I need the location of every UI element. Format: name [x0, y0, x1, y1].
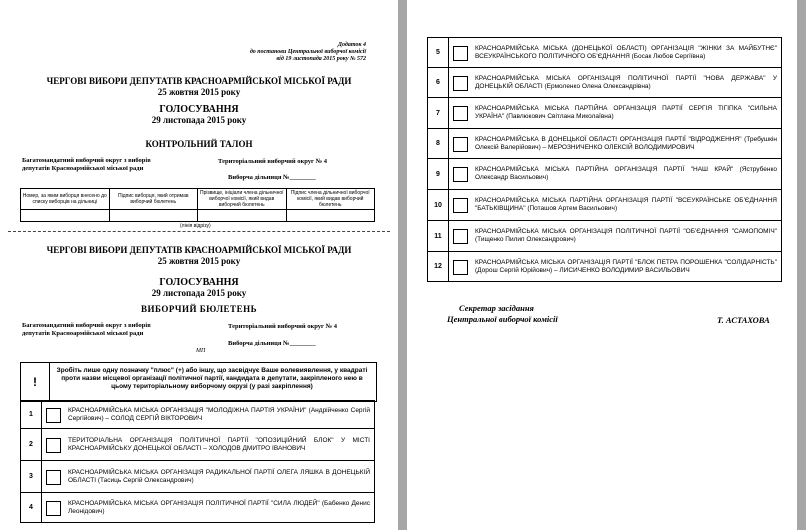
secretary-title: [447, 303, 558, 325]
instruction-text: Зробіть лише одну позначку "плюс" (+) або іншу, що засвідчує Ваше волевиявлення, у квадраті проти назви місцевої організації політичної партії, кандидата в депутати, закріпленого нею в цьому територіальному виборчому окрузі (у разі закріплення): [56, 367, 368, 390]
stub-col-header: Номер, за яким виборця внесено до списку виборців на дільниці: [21, 189, 110, 210]
stamp-placeholder: МП: [196, 348, 206, 354]
district-label: [22, 157, 151, 173]
election-title: ЧЕРГОВІ ВИБОРИ ДЕПУТАТІВ КРАСНОАРМІЙСЬКОЇ МІСЬКОЇ РАДИ: [46, 245, 352, 255]
ballot-election-header: [0, 245, 398, 267]
candidate-text: КРАСНОАРМІЙСЬКА МІСЬКА ПАРТІЙНА ОРГАНІЗАЦІЯ ПАРТІЇ СЕРГІЯ ТІГІПКА "СИЛЬНА УКРАЇНА" (Павлюкович Світлана Миколаївна): [475, 105, 777, 120]
addendum-line: Додаток 4: [337, 42, 366, 48]
control-title: КОНТРОЛЬНИЙ ТАЛОН: [145, 139, 253, 149]
vote-checkbox[interactable]: [453, 198, 468, 213]
territorial-district: Територіальний виборчий округ № 4: [218, 158, 328, 165]
district-line: Багатомандатний виборчий округ з виборів: [22, 322, 151, 329]
district-line: депутатів Красноармійської міської ради: [22, 165, 144, 172]
voting-date: 29 листопада 2015 року: [151, 288, 247, 298]
ballot-page-left: [0, 0, 398, 530]
candidate-row: [428, 190, 782, 221]
candidate-number: 1: [21, 401, 42, 429]
exclamation-icon: !: [21, 363, 50, 401]
vote-checkbox[interactable]: [46, 408, 61, 423]
candidate-cell: [449, 159, 782, 190]
precinct-number: Виборча дільниця №________: [228, 174, 316, 181]
ballot-precinct-number: Виборча дільниця №________: [228, 340, 316, 347]
stub-cell[interactable]: [286, 210, 375, 222]
candidate-text: КРАСНОАРМІЙСЬКА МІСЬКА ОРГАНІЗАЦІЯ ПАРТІЇ "БЛОК ПЕТРА ПОРОШЕНКА "СОЛІДАРНІСТЬ" (Дорош Сергій Юрійович) – ЛИСИЧЕНКО ВОЛОДИМИР ВАСИЛЬОВИЧ: [475, 258, 777, 274]
district-line: Багатомандатний виборчий округ з виборів: [22, 157, 151, 164]
election-date: 25 жовтня 2015 року: [157, 87, 241, 97]
vote-checkbox[interactable]: [453, 76, 468, 91]
addendum-line: до постанови Центральної виборчої комісії: [249, 49, 366, 55]
candidate-cell: [449, 190, 782, 221]
candidate-row: [428, 38, 782, 68]
candidate-cell: [42, 493, 375, 523]
candidate-text: КРАСНОАРМІЙСЬКА МІСЬКА ОРГАНІЗАЦІЯ РАДИКАЛЬНОЇ ПАРТІЇ ОЛЕГА ЛЯШКА В ДОНЕЦЬКІЙ ОБЛАСТІ (Тасиць Сергій Олександрович): [68, 468, 370, 484]
candidate-cell: [449, 38, 782, 68]
candidate-cell: [449, 221, 782, 252]
cut-line-note: (лінія відрізу): [180, 223, 211, 229]
candidate-row: [428, 129, 782, 159]
candidate-list-right: [427, 37, 782, 282]
candidate-text: КРАСНОАРМІЙСЬКА МІСЬКА ОРГАНІЗАЦІЯ ПОЛІТИЧНОЇ ПАРТІЇ "НОВА ДЕРЖАВА" У ДОНЕЦЬКІЙ ОБЛАСТІ (Ермоленко Олена Олександрівна): [475, 74, 777, 90]
candidate-cell: [42, 461, 375, 493]
vote-checkbox[interactable]: [453, 229, 468, 244]
control-stub-table: [20, 188, 375, 222]
voting-date: 29 листопада 2015 року: [151, 115, 247, 125]
candidate-cell: [449, 98, 782, 129]
secretary-line: Секретар засідання: [459, 303, 534, 313]
stub-col-header: Підпис виборця, який отримав виборчий бюлетень: [109, 189, 198, 210]
vote-checkbox[interactable]: [453, 137, 468, 152]
candidate-text: КРАСНОАРМІЙСЬКА МІСЬКА ОРГАНІЗАЦІЯ "МОЛОДІЖНА ПАРТІЯ УКРАЇНИ" (Андрійченко Сергій Сергійович) – СОЛОД СЕРГІЙ ВІКТОРОВИЧ: [68, 406, 370, 422]
candidate-number: 2: [21, 429, 42, 461]
stub-cell[interactable]: [21, 210, 110, 222]
candidate-text: КРАСНОАРМІЙСЬКА МІСЬКА ПАРТІЙНА ОРГАНІЗАЦІЯ ПАРТІЇ "НАШ КРАЙ" (Яструбенко Олександр Васильович): [475, 166, 777, 181]
candidate-cell: [449, 252, 782, 282]
vote-checkbox[interactable]: [453, 46, 468, 61]
vote-checkbox[interactable]: [46, 438, 61, 453]
voting-title: ГОЛОСУВАННЯ: [159, 104, 239, 115]
ballot-title: ВИБОРЧИЙ БЮЛЕТЕНЬ: [140, 304, 258, 314]
cut-line: [8, 231, 390, 232]
district-line: депутатів Красноармійської міської ради: [22, 330, 144, 337]
stub-col-header: Підпис члена дільничної виборчої комісії, який видав виборчий бюлетень: [286, 189, 375, 210]
candidate-row: [428, 68, 782, 98]
vote-checkbox[interactable]: [46, 501, 61, 516]
candidate-row: [428, 159, 782, 190]
stub-cell[interactable]: [198, 210, 287, 222]
ballot-voting-header: [0, 277, 398, 299]
candidate-row: [428, 98, 782, 129]
candidate-text: КРАСНОАРМІЙСЬКА МІСЬКА ОРГАНІЗАЦІЯ ПОЛІТИЧНОЇ ПАРТІЇ "СИЛА ЛЮДЕЙ" (Бабенко Денис Леонідович): [68, 499, 370, 515]
candidate-cell: [42, 401, 375, 429]
candidate-number: 3: [21, 461, 42, 493]
vote-checkbox[interactable]: [46, 470, 61, 485]
election-title: ЧЕРГОВІ ВИБОРИ ДЕПУТАТІВ КРАСНОАРМІЙСЬКОЇ МІСЬКОЇ РАДИ: [46, 76, 352, 86]
candidate-list-left: [20, 400, 375, 523]
candidate-text: КРАСНОАРМІЙСЬКА В ДОНЕЦЬКОЇ ОБЛАСТІ ОРГАНІЗАЦІЯ ПАРТІЇ "ВІДРОДЖЕННЯ" (Требушкін Олексій Валерійович) – МЕРОЗНИЧЕНКО ОЛЕКСІЙ ВОЛОДИМИРОВИЧ: [475, 135, 777, 151]
ballot-territorial-district: Територіальний виборчий округ № 4: [228, 323, 338, 330]
candidate-number: 10: [428, 190, 449, 221]
stub-col-header: Прізвище, ініціали члена дільничної виборчої комісії, який видав виборчий бюлетень: [198, 189, 287, 210]
secretary-line: Центральної виборчої комісії: [447, 314, 558, 324]
stub-cell[interactable]: [109, 210, 198, 222]
candidate-row: [428, 221, 782, 252]
candidate-row: [21, 429, 375, 461]
secretary-name: Т. АСТАХОВА: [717, 315, 770, 325]
ballot-district-label: [22, 322, 151, 338]
candidate-number: 7: [428, 98, 449, 129]
candidate-number: 9: [428, 159, 449, 190]
vote-checkbox[interactable]: [453, 260, 468, 275]
candidate-number: 12: [428, 252, 449, 282]
election-header: [0, 76, 398, 98]
instruction-box: [20, 362, 377, 402]
vote-checkbox[interactable]: [453, 167, 468, 182]
candidate-row: [21, 401, 375, 429]
addendum-line: від 19 листопада 2015 року № 572: [276, 56, 366, 62]
candidate-number: 6: [428, 68, 449, 98]
voting-header: [0, 104, 398, 126]
candidate-number: 5: [428, 38, 449, 68]
candidate-number: 8: [428, 129, 449, 159]
ballot-page-right: [407, 0, 797, 530]
voting-title: ГОЛОСУВАННЯ: [159, 277, 239, 288]
election-date: 25 жовтня 2015 року: [157, 256, 241, 266]
candidate-cell: [449, 68, 782, 98]
candidate-row: [21, 461, 375, 493]
candidate-row: [428, 252, 782, 282]
candidate-number: 4: [21, 493, 42, 523]
candidate-row: [21, 493, 375, 523]
addendum-block: [166, 42, 366, 63]
candidate-text: ТЕРИТОРІАЛЬНА ОРГАНІЗАЦІЯ ПОЛІТИЧНОЇ ПАРТІЇ "ОПОЗИЦІЙНИЙ БЛОК" У МІСТІ КРАСНОАРМІЙСЬКУ ДОНЕЦЬКОЇ ОБЛАСТІ – ХОЛОДОВ ДМИТРО ІВАНОВИЧ: [68, 436, 370, 452]
candidate-cell: [449, 129, 782, 159]
candidate-text: КРАСНОАРМІЙСЬКА МІСЬКА (ДОНЕЦЬКОЇ ОБЛАСТІ) ОРГАНІЗАЦІЯ "ЖІНКИ ЗА МАЙБУТНЄ" ВСЕУКРАЇНСЬКОГО ПОЛІТИЧНОГО ОБ'ЄДНАННЯ (Босак Любов Сергіївна): [475, 44, 777, 60]
vote-checkbox[interactable]: [453, 106, 468, 121]
candidate-number: 11: [428, 221, 449, 252]
candidate-text: КРАСНОАРМІЙСЬКА МІСЬКА ПАРТІЙНА ОРГАНІЗАЦІЯ ПАРТІЇ "ВСЕУКРАЇНСЬКЕ ОБ'ЄДНАННЯ "БАТЬКІВЩИНА" (Поташов Артем Васильович): [475, 197, 777, 212]
candidate-text: КРАСНОАРМІЙСЬКА МІСЬКА ОРГАНІЗАЦІЯ ПОЛІТИЧНОЇ ПАРТІЇ "ОБ'ЄДНАННЯ "САМОПОМІЧ" (Тищенко Пилип Олександрович): [475, 228, 777, 243]
candidate-cell: [42, 429, 375, 461]
